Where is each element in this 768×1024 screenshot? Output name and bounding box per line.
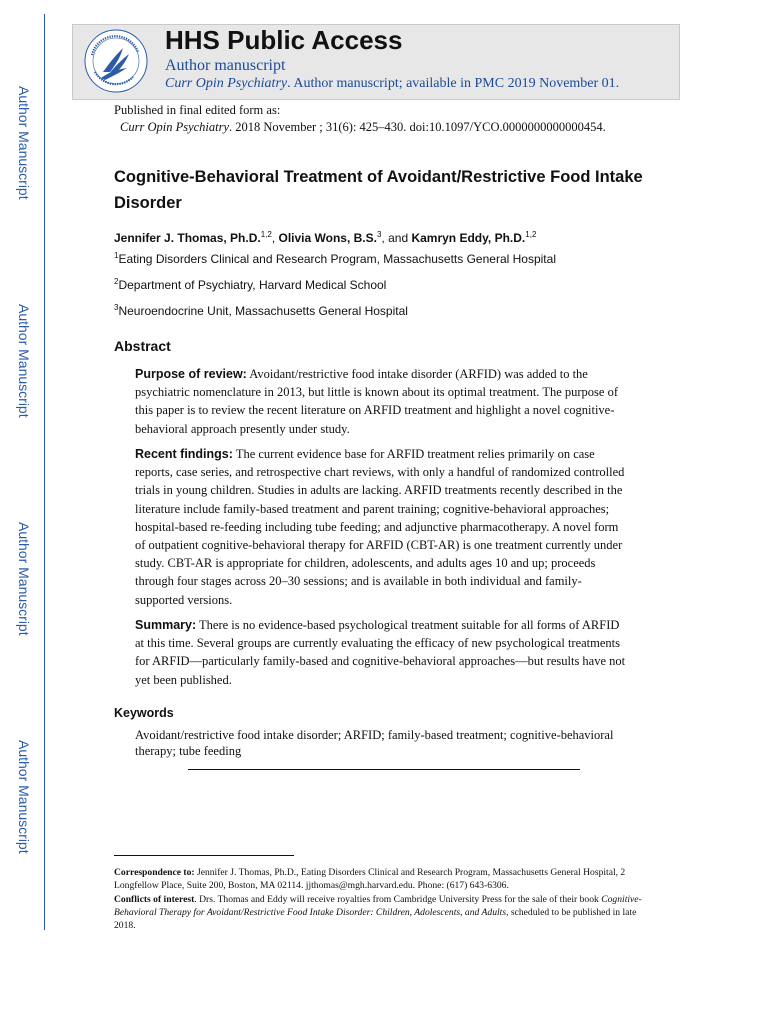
purpose-text: Avoidant/restrictive food intake disorder (ARFID) was added to the psychiatric nomenclature in 2013, but little is known about its optimal treatment. The purpose of this paper is to review the recent literature on ARFID treatment and highlight a novel cognitive-behavioral approach presently under study. bbox=[135, 367, 619, 436]
keywords-divider bbox=[188, 769, 580, 770]
author-name: Kamryn Eddy, Ph.D. bbox=[411, 231, 526, 245]
affiliation-text: Eating Disorders Clinical and Research Program, Massachusetts General Hospital bbox=[118, 252, 556, 266]
hhs-eagle-seal-icon bbox=[83, 28, 149, 94]
conflicts-footnote bbox=[114, 893, 659, 932]
published-label: Published in final edited form as: bbox=[114, 103, 281, 117]
published-citation bbox=[114, 119, 606, 136]
affiliation-text: Department of Psychiatry, Harvard Medical School bbox=[118, 278, 387, 292]
affiliation-sup: 3 bbox=[114, 303, 119, 312]
journal-name: Curr Opin Psychiatry bbox=[165, 76, 288, 91]
availability-text: . Author manuscript; available in PMC 2019 November 01. bbox=[287, 76, 620, 91]
article-title: Cognitive-Behavioral Treatment of Avoidant/Restrictive Food Intake Disorder bbox=[114, 168, 643, 212]
author-affiliation-sup: 1,2 bbox=[260, 230, 272, 239]
keywords-list: Avoidant/restrictive food intake disorder; ARFID; family-based treatment; cognitive-behavioral therapy; tube feeding bbox=[135, 728, 614, 758]
affiliation bbox=[114, 250, 674, 268]
affiliation bbox=[114, 302, 674, 320]
purpose-label: Purpose of review: bbox=[135, 367, 247, 381]
conflicts-label: Conflicts of interest bbox=[114, 894, 195, 905]
author-affiliation-sup: 1,2 bbox=[525, 230, 537, 239]
abstract-summary bbox=[135, 616, 627, 689]
conflicts-text: . Drs. Thomas and Eddy will receive royalties from Cambridge University Press for the sale of their book bbox=[194, 894, 602, 905]
affiliation bbox=[114, 276, 674, 294]
author-name: Olivia Wons, B.S. bbox=[278, 231, 377, 245]
citation-journal: Curr Opin Psychiatry bbox=[120, 120, 230, 134]
banner-subtitle: Author manuscript bbox=[165, 57, 286, 74]
banner-journal-line bbox=[165, 76, 619, 92]
correspondence-footnote bbox=[114, 866, 659, 892]
footnote-divider bbox=[114, 855, 294, 856]
correspondence-label: Correspondence to: bbox=[114, 867, 195, 878]
findings-label: Recent findings: bbox=[135, 447, 233, 461]
affiliation-sup: 1 bbox=[114, 251, 119, 260]
author-list bbox=[114, 229, 674, 247]
affiliation-text: Neuroendocrine Unit, Massachusetts General Hospital bbox=[118, 304, 408, 318]
side-rule bbox=[44, 14, 45, 930]
author-separator: , and bbox=[381, 231, 412, 245]
abstract-purpose bbox=[135, 365, 627, 438]
abstract-findings bbox=[135, 445, 627, 609]
keywords-heading: Keywords bbox=[114, 706, 174, 720]
summary-label: Summary: bbox=[135, 618, 197, 632]
published-in bbox=[114, 102, 606, 136]
banner-title: HHS Public Access bbox=[165, 25, 403, 55]
book-title: Cognitive-Behavioral Therapy for Avoidant/Restrictive Food Intake Disorder: Children, Adolescents, and Adults bbox=[114, 894, 642, 918]
hhs-public-access-banner bbox=[72, 24, 680, 100]
author-affiliation-sup: 3 bbox=[376, 230, 382, 239]
author-separator: , bbox=[271, 231, 279, 245]
affiliation-sup: 2 bbox=[114, 277, 119, 286]
abstract-heading: Abstract bbox=[114, 338, 171, 354]
author-name: Jennifer J. Thomas, Ph.D. bbox=[114, 231, 261, 245]
findings-text: The current evidence base for ARFID treatment relies primarily on case reports, case series, and retrospective chart reviews, with only a handful of randomized controlled trials in young children. Studies in adults are lacking. ARFID treatments recently described in the literature include family-based treatment and parent training; cognitive-behavioral approaches; hospital-based re-feeding including tube feeding; and adjunctive pharmacotherapy. A novel form of outpatient cognitive-behavioral therapy for ARFID (CBT-AR) is one treatment currently under study. CBT-AR is appropriate for children, adolescents, and adults ages 10 and up; proceeds through four stages across 20–30 sessions; and is available in both individual and family-supported versions. bbox=[135, 447, 625, 607]
conflicts-text-end: , scheduled to be published in late 2018. bbox=[114, 907, 637, 931]
citation-text: . 2018 November ; 31(6): 425–430. doi:10.1097/YCO.0000000000000454. bbox=[229, 120, 606, 134]
correspondence-text: Jennifer J. Thomas, Ph.D., Eating Disorders Clinical and Research Program, Massachusetts General Hospital, 2 Longfellow Place, Suite 200, Boston, MA 02114. jjthomas@mgh.harvard.edu. Phone: (617) 643-6306. bbox=[114, 867, 626, 891]
summary-text: There is no evidence-based psychological treatment suitable for all forms of ARFID at this time. Several groups are currently evaluating the efficacy of new psychological treatments for ARFID—particularly family-based and cognitive-behavioral approaches—but results have not yet been published. bbox=[135, 618, 626, 687]
